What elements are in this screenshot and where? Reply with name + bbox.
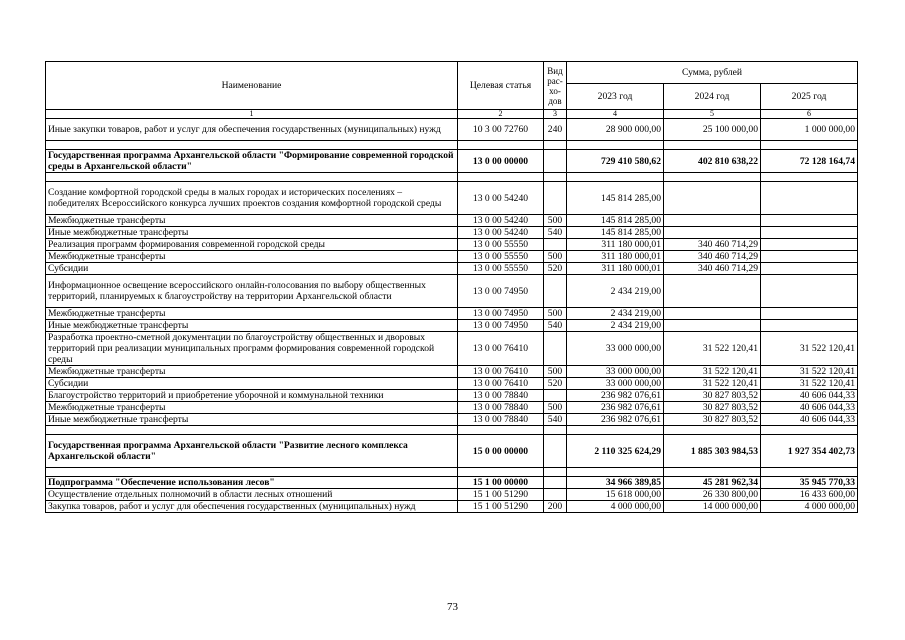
row-target-article-cell [458,426,544,435]
row-expense-type-cell [544,390,567,402]
row-target-article-cell: 15 1 00 51290 [458,489,544,501]
row-sum-2024-cell [664,227,761,239]
row-sum-2025-cell [761,426,858,435]
row-sum-2023-cell: 145 814 285,00 [567,215,664,227]
row-sum-2024-cell [664,468,761,477]
row-name-cell: Межбюджетные трансферты [46,402,458,414]
row-sum-2025-cell [761,251,858,263]
row-target-article-cell: 13 0 00 00000 [458,150,544,173]
row-name-cell: Создание комфортной городской среды в малых городах и исторических поселениях – победителях Всероссийского конкурса лучших проектов создания комфортной городской среды [46,182,458,215]
row-name-cell: Межбюджетные трансферты [46,215,458,227]
row-sum-2025-cell: 31 522 120,41 [761,332,858,366]
row-sum-2025-cell [761,227,858,239]
row-sum-2023-cell: 4 000 000,00 [567,501,664,513]
row-target-article-cell: 13 0 00 78840 [458,402,544,414]
row-name-cell: Межбюджетные трансферты [46,308,458,320]
row-expense-type-cell [544,435,567,468]
row-sum-2023-cell [567,141,664,150]
row-sum-2023-cell: 2 434 219,00 [567,320,664,332]
table-row [46,435,858,468]
row-sum-2025-cell: 40 606 044,33 [761,390,858,402]
index-cell: 1 [46,110,458,119]
index-cell: 2 [458,110,544,119]
row-expense-type-cell [544,239,567,251]
row-expense-type-cell: 500 [544,402,567,414]
row-sum-2023-cell: 236 982 076,61 [567,390,664,402]
row-sum-2024-cell: 402 810 638,22 [664,150,761,173]
row-sum-2023-cell: 145 814 285,00 [567,227,664,239]
table-row [46,215,858,227]
row-name-cell [46,468,458,477]
row-target-article-cell: 13 0 00 74950 [458,320,544,332]
table-row [46,263,858,275]
row-expense-type-cell [544,477,567,489]
row-target-article-cell: 13 0 00 74950 [458,275,544,308]
spacer-row [46,468,858,477]
row-sum-2025-cell [761,320,858,332]
row-sum-2024-cell: 31 522 120,41 [664,332,761,366]
row-name-cell: Иные межбюджетные трансферты [46,414,458,426]
row-sum-2024-cell: 340 460 714,29 [664,263,761,275]
index-cell: 3 [544,110,567,119]
row-sum-2025-cell: 1 000 000,00 [761,119,858,141]
row-sum-2025-cell [761,239,858,251]
row-sum-2025-cell [761,215,858,227]
row-name-cell: Разработка проектно-сметной документации по благоустройству общественных и дворовых территорий при реализации муниципальных программ формирования современной городской среды [46,332,458,366]
row-sum-2024-cell [664,320,761,332]
row-sum-2023-cell: 236 982 076,61 [567,402,664,414]
row-name-cell: Государственная программа Архангельской области "Формирование современной городской среды в Архангельской области" [46,150,458,173]
row-sum-2025-cell [761,468,858,477]
row-expense-type-cell [544,141,567,150]
table-row [46,378,858,390]
row-name-cell: Иные межбюджетные трансферты [46,227,458,239]
index-cell: 5 [664,110,761,119]
row-sum-2024-cell [664,141,761,150]
row-expense-type-cell: 520 [544,378,567,390]
index-cell: 4 [567,110,664,119]
spacer-row [46,141,858,150]
row-sum-2025-cell [761,263,858,275]
row-sum-2025-cell: 40 606 044,33 [761,402,858,414]
row-name-cell [46,426,458,435]
row-expense-type-cell [544,173,567,182]
row-expense-type-cell: 500 [544,366,567,378]
header-expense-type: Вид рас-хо-дов [544,62,567,110]
row-sum-2025-cell: 40 606 044,33 [761,414,858,426]
spacer-row [46,173,858,182]
row-expense-type-cell: 540 [544,227,567,239]
row-target-article-cell: 13 0 00 55550 [458,263,544,275]
header-sum: Сумма, рублей [567,62,858,84]
row-sum-2023-cell [567,173,664,182]
row-name-cell: Подпрограмма "Обеспечение использования лесов" [46,477,458,489]
row-sum-2025-cell [761,173,858,182]
row-name-cell: Осуществление отдельных полномочий в области лесных отношений [46,489,458,501]
row-expense-type-cell [544,150,567,173]
row-sum-2024-cell [664,426,761,435]
row-target-article-cell: 15 1 00 51290 [458,501,544,513]
row-sum-2025-cell [761,141,858,150]
row-expense-type-cell: 500 [544,215,567,227]
row-target-article-cell: 15 0 00 00000 [458,435,544,468]
row-sum-2024-cell [664,275,761,308]
row-name-cell [46,141,458,150]
table-row [46,150,858,173]
row-sum-2023-cell: 311 180 000,01 [567,239,664,251]
budget-table [45,61,858,513]
table-row [46,366,858,378]
row-target-article-cell: 13 0 00 76410 [458,366,544,378]
table-row [46,119,858,141]
row-sum-2023-cell: 33 000 000,00 [567,332,664,366]
table-row [46,251,858,263]
row-sum-2023-cell: 311 180 000,01 [567,263,664,275]
row-target-article-cell: 13 0 00 55550 [458,251,544,263]
row-sum-2024-cell: 45 281 962,34 [664,477,761,489]
row-name-cell: Закупка товаров, работ и услуг для обеспечения государственных (муниципальных) нужд [46,501,458,513]
table-row [46,182,858,215]
table-row [46,477,858,489]
row-sum-2023-cell: 729 410 580,62 [567,150,664,173]
row-expense-type-cell: 500 [544,308,567,320]
row-sum-2023-cell: 34 966 389,85 [567,477,664,489]
row-target-article-cell: 13 0 00 54240 [458,227,544,239]
row-name-cell: Межбюджетные трансферты [46,251,458,263]
row-sum-2024-cell: 340 460 714,29 [664,251,761,263]
row-expense-type-cell: 240 [544,119,567,141]
table-row [46,332,858,366]
row-target-article-cell: 13 0 00 54240 [458,182,544,215]
index-cell: 6 [761,110,858,119]
row-sum-2023-cell: 33 000 000,00 [567,378,664,390]
header-year-2024: 2024 год [664,84,761,110]
table-row [46,308,858,320]
row-expense-type-cell: 520 [544,263,567,275]
table-row [46,227,858,239]
table-row [46,239,858,251]
table-row [46,390,858,402]
row-sum-2024-cell: 31 522 120,41 [664,378,761,390]
row-expense-type-cell [544,275,567,308]
row-sum-2025-cell: 35 945 770,33 [761,477,858,489]
row-target-article-cell [458,468,544,477]
row-sum-2025-cell: 31 522 120,41 [761,366,858,378]
table-row [46,489,858,501]
row-expense-type-cell [544,426,567,435]
row-target-article-cell: 13 0 00 76410 [458,332,544,366]
row-sum-2024-cell [664,308,761,320]
row-sum-2025-cell [761,182,858,215]
row-sum-2024-cell: 340 460 714,29 [664,239,761,251]
row-expense-type-cell [544,182,567,215]
row-sum-2023-cell: 2 110 325 624,29 [567,435,664,468]
row-target-article-cell: 13 0 00 55550 [458,239,544,251]
row-sum-2025-cell [761,308,858,320]
row-target-article-cell: 13 0 00 76410 [458,378,544,390]
row-sum-2025-cell: 16 433 600,00 [761,489,858,501]
row-sum-2024-cell: 30 827 803,52 [664,414,761,426]
table-row [46,275,858,308]
row-sum-2024-cell: 30 827 803,52 [664,402,761,414]
row-target-article-cell [458,141,544,150]
row-expense-type-cell [544,332,567,366]
row-name-cell: Государственная программа Архангельской области "Развитие лесного комплекса Архангельской области" [46,435,458,468]
spacer-row [46,426,858,435]
row-sum-2023-cell: 15 618 000,00 [567,489,664,501]
row-target-article-cell: 13 0 00 54240 [458,215,544,227]
row-sum-2025-cell [761,275,858,308]
row-sum-2024-cell [664,173,761,182]
page-number: 73 [447,601,458,613]
header-name: Наименование [46,62,458,110]
row-sum-2023-cell: 2 434 219,00 [567,308,664,320]
header-year-2023: 2023 год [567,84,664,110]
row-target-article-cell: 13 0 00 74950 [458,308,544,320]
row-expense-type-cell: 200 [544,501,567,513]
row-sum-2025-cell: 4 000 000,00 [761,501,858,513]
row-sum-2024-cell: 25 100 000,00 [664,119,761,141]
row-sum-2023-cell: 236 982 076,61 [567,414,664,426]
row-target-article-cell: 15 1 00 00000 [458,477,544,489]
table-row [46,501,858,513]
row-expense-type-cell [544,468,567,477]
row-sum-2024-cell: 14 000 000,00 [664,501,761,513]
row-sum-2025-cell: 31 522 120,41 [761,378,858,390]
table-row [46,320,858,332]
row-sum-2024-cell [664,182,761,215]
row-expense-type-cell: 540 [544,414,567,426]
row-name-cell: Субсидии [46,378,458,390]
table-row [46,414,858,426]
row-target-article-cell: 13 0 00 78840 [458,414,544,426]
row-sum-2023-cell: 145 814 285,00 [567,182,664,215]
row-expense-type-cell: 500 [544,251,567,263]
row-sum-2023-cell: 33 000 000,00 [567,366,664,378]
row-target-article-cell: 10 3 00 72760 [458,119,544,141]
header-target-article: Целевая статья [458,62,544,110]
row-name-cell: Благоустройство территорий и приобретение уборочной и коммунальной техники [46,390,458,402]
row-expense-type-cell: 540 [544,320,567,332]
row-name-cell: Иные закупки товаров, работ и услуг для обеспечения государственных (муниципальных) нужд [46,119,458,141]
row-target-article-cell [458,173,544,182]
header-year-2025: 2025 год [761,84,858,110]
row-name-cell: Информационное освещение всероссийского онлайн-голосования по выбору общественных территорий, планируемых к благоустройству на территории Архангельской области [46,275,458,308]
row-name-cell [46,173,458,182]
row-target-article-cell: 13 0 00 78840 [458,390,544,402]
row-sum-2023-cell [567,468,664,477]
row-sum-2024-cell [664,215,761,227]
row-sum-2025-cell: 1 927 354 402,73 [761,435,858,468]
row-name-cell: Межбюджетные трансферты [46,366,458,378]
row-sum-2024-cell: 31 522 120,41 [664,366,761,378]
row-name-cell: Субсидии [46,263,458,275]
row-sum-2025-cell: 72 128 164,74 [761,150,858,173]
row-sum-2023-cell: 311 180 000,01 [567,251,664,263]
row-sum-2024-cell: 1 885 303 984,53 [664,435,761,468]
row-sum-2024-cell: 30 827 803,52 [664,390,761,402]
row-sum-2023-cell: 28 900 000,00 [567,119,664,141]
row-sum-2023-cell [567,426,664,435]
row-expense-type-cell [544,489,567,501]
row-name-cell: Реализация программ формирования современной городской среды [46,239,458,251]
table-row [46,402,858,414]
row-sum-2024-cell: 26 330 800,00 [664,489,761,501]
row-sum-2023-cell: 2 434 219,00 [567,275,664,308]
row-name-cell: Иные межбюджетные трансферты [46,320,458,332]
